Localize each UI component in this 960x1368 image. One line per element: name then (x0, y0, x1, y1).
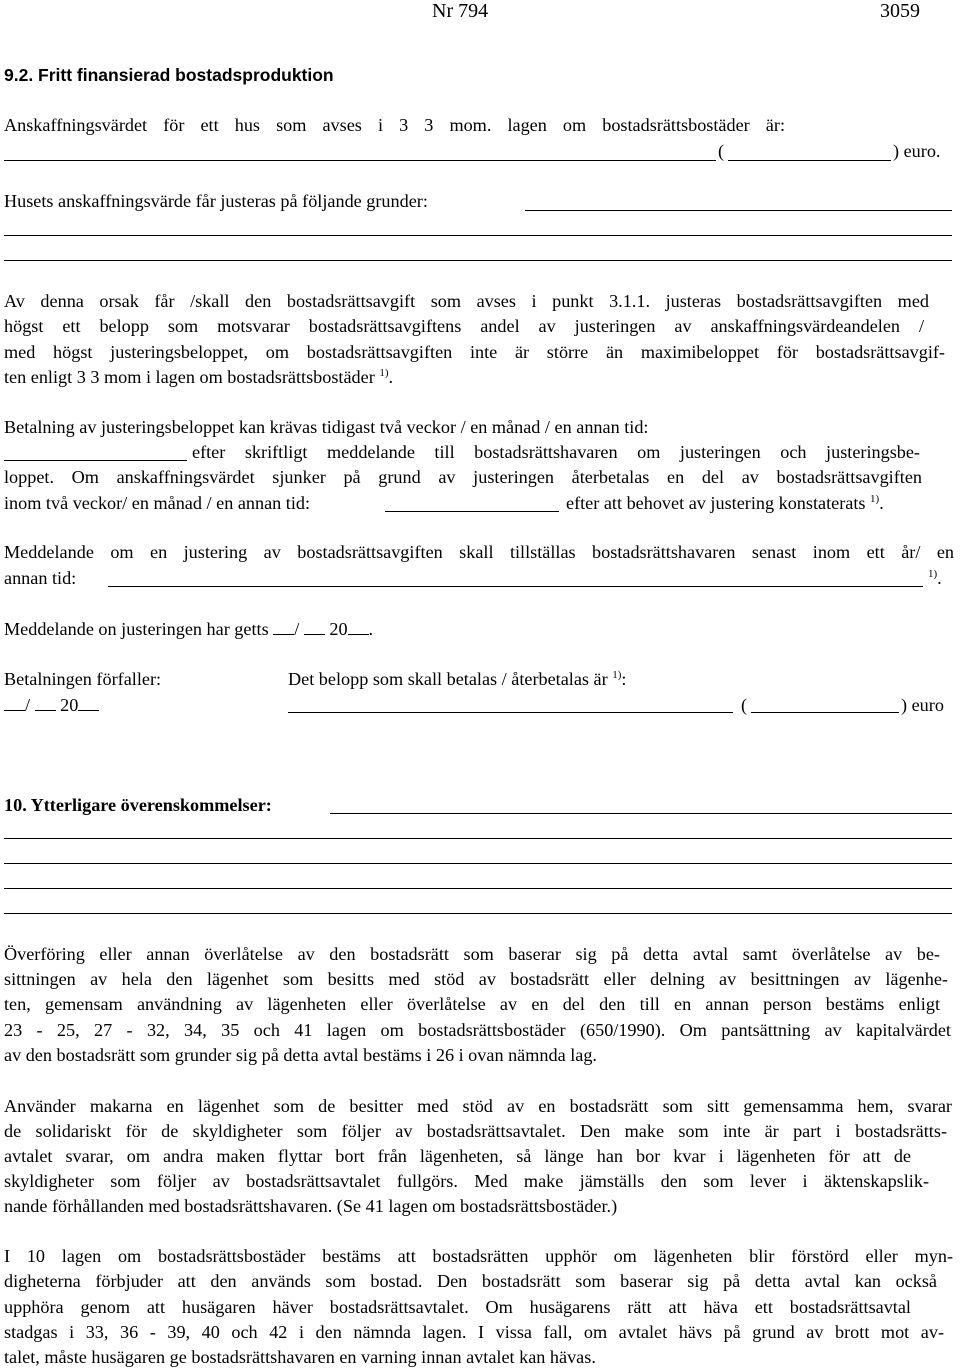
footnote-marker: 1) (379, 367, 389, 379)
adjustment-grounds-label: Husets anskaffningsvärde får justeras på följande grunder: (4, 191, 428, 211)
transfer-line-4: 23 - 25, 27 - 32, 34, 35 och 41 lagen om bostadsrättsbostäder (650/1990). Om pantsättning av kapitalvärdet (4, 1020, 951, 1040)
refund-time-field[interactable] (385, 511, 559, 512)
notice-time-field[interactable] (108, 586, 923, 587)
termination-line-1: I 10 lagen om bostadsrättsbostäder bestäms att bostadsrätten upphör om lägenheten blir förstörd eller myn- (4, 1246, 953, 1266)
termination-line-5: talet, måste husägaren ge bostadsrättshavaren en varning innan avtalet kan hävas. (4, 1347, 596, 1367)
p2-line-3: loppet. Om anskaffningsvärdet sjunker på grund av justeringen återbetalas en del av bostadsrättsavgiften (4, 467, 922, 487)
p2-line-4b (566, 492, 884, 514)
euro-close-label: ) euro. (893, 141, 941, 161)
year-prefix: 20 (329, 619, 348, 639)
due-year-field[interactable] (78, 694, 99, 711)
p3-line-2: annan tid: (4, 568, 77, 588)
due-month-field[interactable] (35, 694, 56, 711)
agreements-field-2[interactable] (4, 838, 952, 839)
spouse-line-5: nande förhållanden med bostadsrättshavaren. (Se 41 lagen om bostadsrättsbostäder.) (4, 1196, 618, 1216)
payment-notice-field[interactable] (4, 460, 187, 461)
p3-line-1: Meddelande om en justering av bostadsrättsavgiften skall tillställas bostadsrättshavaren senast inom ett år/ en (4, 542, 954, 562)
year-prefix: 20 (60, 695, 79, 715)
p1-line-4 (4, 366, 393, 388)
spouse-line-1: Använder makarna en lägenhet som de besitter med stöd av en bostadsrätt som sitt gemensamma hem, svarar (4, 1096, 952, 1116)
notice-year-field[interactable] (348, 618, 369, 635)
amount-field[interactable] (288, 712, 733, 713)
agreements-field-3[interactable] (4, 863, 952, 864)
date-slash: / (25, 695, 31, 715)
agreements-field-1[interactable] (330, 813, 952, 814)
transfer-line-2: sittningen av hela den lägenhet som besitts med stöd av bostadsrätt eller delning av besittningen av lägenhe- (4, 969, 948, 989)
notice-period: . (368, 619, 374, 639)
adjustment-grounds-field-3[interactable] (4, 260, 952, 261)
footnote-marker: 1) (612, 669, 622, 681)
section-heading-9-2: 9.2. Fritt finansierad bostadsproduktion (4, 65, 334, 85)
notice-given-line (4, 618, 373, 640)
transfer-line-3: ten, gemensam användning av lägenheten eller överlåtelse av en del den till en annan person bestäms enligt (4, 994, 940, 1014)
notice-month-field[interactable] (304, 618, 325, 635)
termination-line-2: digheterna förbjuder att den används som bostad. Den bostadsrätt som baserar sig på detta avtal kan också (4, 1271, 937, 1291)
termination-line-4: stadgas i 33, 36 - 39, 40 och 42 i den nämnda lagen. I vissa fall, om avtalet hävs på grund av brott mot av- (4, 1322, 944, 1342)
p2-line-4a: inom två veckor/ en månad / en annan tid: (4, 493, 311, 513)
document-number: Nr 794 (432, 0, 489, 22)
p2-line-4b-text: efter att behovet av justering konstaterats (566, 493, 866, 513)
p2-line-4b-end: . (879, 493, 884, 513)
acquisition-value-field[interactable] (4, 160, 716, 161)
notice-day-field[interactable] (273, 618, 294, 635)
acquisition-euro-field[interactable] (728, 160, 891, 161)
page-number: 3059 (880, 0, 920, 22)
adjustment-grounds-field-1[interactable] (525, 210, 952, 211)
agreements-field-5[interactable] (4, 913, 952, 914)
p3-line-2-end (928, 567, 942, 589)
termination-line-3: upphöra genom att husägaren häver bostadsrättsavtalet. Om husägarens rätt att häva ett bostadsrättsavtal (4, 1297, 911, 1317)
transfer-line-5: av den bostadsrätt som grunder sig på detta avtal bestäms i 26 i ovan nämnda lag. (4, 1045, 597, 1065)
p2-line-1: Betalning av justeringsbeloppet kan krävas tidigast två veckor / en månad / en annan tid: (4, 417, 649, 437)
notice-given-label: Meddelande on justeringen har getts (4, 619, 269, 639)
p1-line-1: Av denna orsak får /skall den bostadsrättsavgift som avses i punkt 3.1.1. justeras bostadsrättsavgiften med (4, 291, 929, 311)
p1-line-2: högst ett belopp som motsvarar bostadsrättsavgiftens andel av justeringen av anskaffningsvärdeandelen / (4, 316, 924, 336)
amount-euro-label: ) euro (901, 695, 944, 715)
transfer-line-1: Överföring eller annan överlåtelse av den bostadsrätt som baserar sig på detta avtal samt överlåtelse av be- (4, 944, 940, 964)
payment-due-label: Betalningen förfaller: (4, 669, 162, 689)
acquisition-value-line: Anskaffningsvärdet för ett hus som avses i 3 3 mom. lagen om bostadsrättsbostäder är: (4, 115, 785, 135)
amount-colon: : (621, 669, 627, 689)
section-heading-10: 10. Ytterligare överenskommelser: (4, 795, 272, 815)
amount-label-line (288, 668, 626, 690)
p1-line-4-end: . (388, 367, 394, 387)
footnote-marker: 1) (870, 493, 880, 505)
p2-line-2: efter skriftligt meddelande till bostadsrättshavaren om justeringen och justeringsbe- (192, 442, 920, 462)
due-day-field[interactable] (4, 694, 25, 711)
amount-open-paren: ( (741, 695, 748, 715)
adjustment-grounds-field-2[interactable] (4, 235, 952, 236)
spouse-line-4: skyldigheter som följer av bostadsrättsavtalet fullgörs. Med make jämställs den som lever i äktenskapslik- (4, 1171, 929, 1191)
amount-euro-field[interactable] (751, 712, 899, 713)
spouse-line-3: avtalet svarar, om andra maken flyttar bort från lägenheten, så länge han bor kvar i lägenheten för att de (4, 1146, 911, 1166)
date-slash: / (294, 619, 300, 639)
spouse-line-2: de solidariskt för de skyldigheter som följer av bostadsrättsavtalet. Den make som inte är part i bostadsrätts- (4, 1121, 947, 1141)
p1-line-4-text: ten enligt 3 3 mom i lagen om bostadsrättsbostäder (4, 367, 375, 387)
euro-open-paren: ( (718, 141, 725, 161)
due-date-line (4, 694, 99, 716)
agreements-field-4[interactable] (4, 888, 952, 889)
footnote-marker: 1) (928, 568, 938, 580)
p1-line-3: med högst justeringsbeloppet, om bostadsrättsavgiften inte är större än maximibeloppet för bostadsrättsavgif- (4, 342, 945, 362)
amount-label: Det belopp som skall betalas / återbetalas är (288, 669, 608, 689)
p3-line-2-period: . (937, 568, 942, 588)
